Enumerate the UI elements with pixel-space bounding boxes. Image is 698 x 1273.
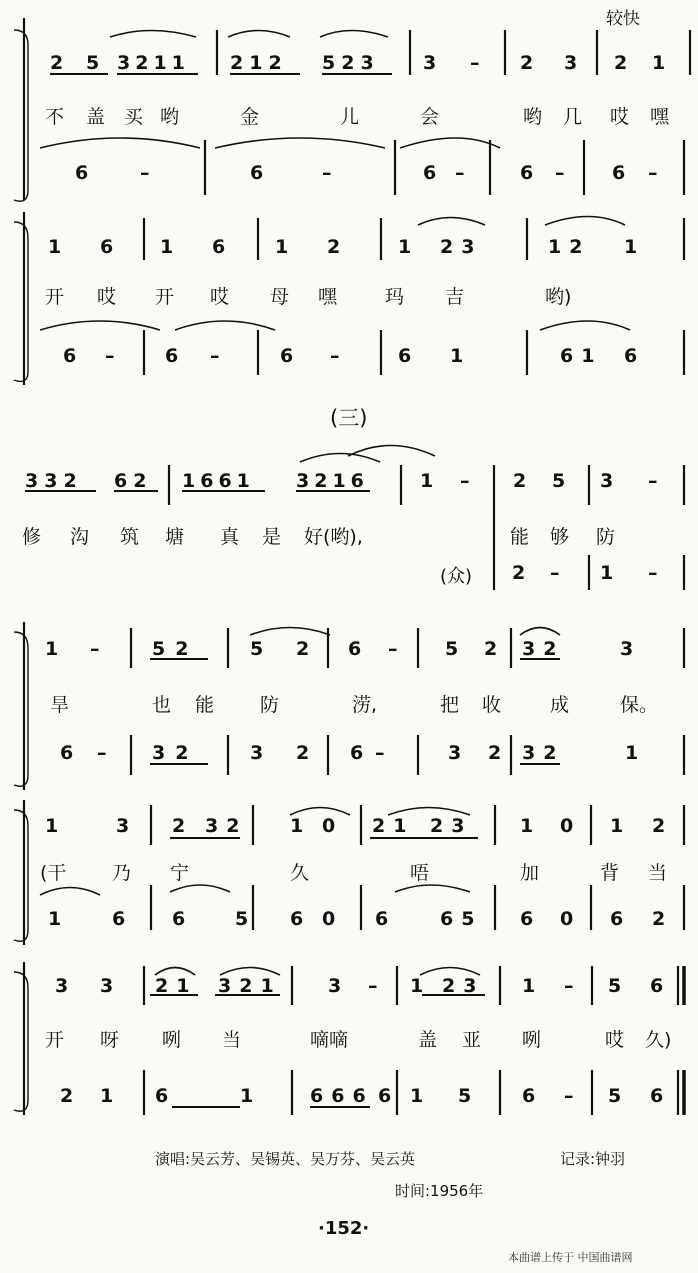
note: 1	[600, 562, 614, 584]
note: 2	[512, 562, 526, 584]
note: 1	[45, 815, 59, 837]
note-group: 32	[522, 638, 565, 660]
note: 6	[520, 162, 534, 184]
note-group: 23	[442, 975, 485, 997]
lyric: 能	[510, 526, 530, 548]
note: 6	[100, 236, 114, 258]
lyric: 儿	[340, 106, 360, 128]
note: 1	[624, 236, 638, 258]
dash: –	[550, 562, 560, 584]
note: 2	[296, 742, 310, 764]
lyric: 是	[262, 526, 282, 548]
dash: –	[368, 975, 378, 997]
note: 1	[48, 236, 62, 258]
lyric: 哟)	[545, 286, 572, 308]
note: 5	[250, 638, 264, 660]
dash: –	[140, 162, 150, 184]
note: 6	[155, 1085, 169, 1107]
note-group: 32	[205, 815, 248, 837]
lyric: 能	[195, 694, 215, 716]
note: 6	[348, 638, 362, 660]
singers-credit: 演唱:吴云芳、吴锡英、吴万芬、吴云英	[155, 1150, 416, 1168]
note: 6	[375, 908, 389, 930]
note: 6	[212, 236, 226, 258]
dash: –	[90, 638, 100, 660]
lyric: 不	[45, 106, 65, 128]
lyric: 哟	[523, 106, 543, 128]
note: 6	[378, 1085, 392, 1107]
note-group: 321	[218, 975, 282, 997]
note: 2	[296, 638, 310, 660]
note-group: 12	[548, 236, 591, 258]
note: 2	[488, 742, 502, 764]
tempo-marking: 较快	[606, 9, 640, 29]
lyric: 沟	[70, 526, 90, 548]
note: 1	[398, 236, 412, 258]
recorder-credit: 记录:钟羽	[560, 1150, 626, 1168]
lyric: 真	[220, 526, 240, 548]
note: 2	[652, 908, 666, 930]
note: 6	[610, 908, 624, 930]
lyric: 背	[600, 862, 620, 884]
lyric: 买	[124, 106, 144, 128]
note: 6	[63, 345, 77, 367]
lyric: 涝,	[352, 694, 378, 716]
note: 1	[240, 1085, 254, 1107]
lyric: 母	[270, 286, 290, 308]
note-group: 32	[152, 742, 199, 764]
note-group: 61	[560, 345, 603, 367]
note: 1	[275, 236, 289, 258]
note: 2	[484, 638, 498, 660]
lyric: 久)	[645, 1029, 672, 1051]
note: 3	[564, 52, 578, 74]
lyric: 嘿	[318, 286, 338, 308]
lyric: 玛	[385, 286, 405, 308]
note: 6	[624, 345, 638, 367]
note: 1	[410, 975, 424, 997]
note: 3	[100, 975, 114, 997]
note: 3	[55, 975, 69, 997]
note-group: 23	[440, 236, 483, 258]
note: 6	[398, 345, 412, 367]
note: 6	[520, 908, 534, 930]
note: 5	[552, 470, 566, 492]
note: 5	[458, 1085, 472, 1107]
lyric: 盖	[418, 1029, 438, 1051]
note: 6	[60, 742, 74, 764]
note-group: 212	[230, 52, 288, 74]
note: 2	[652, 815, 666, 837]
lyric: 防	[260, 694, 280, 716]
lyric: 防	[596, 526, 616, 548]
lyric: (干	[40, 862, 67, 884]
note: 2	[513, 470, 527, 492]
note: 1	[520, 815, 534, 837]
note: 2	[172, 815, 186, 837]
dash: –	[105, 345, 115, 367]
lyric: 成	[550, 694, 570, 716]
lyric: 久	[290, 862, 310, 884]
note: 1	[420, 470, 434, 492]
note: 2	[614, 52, 628, 74]
note: 0	[560, 815, 574, 837]
note: 3	[250, 742, 264, 764]
dash: –	[322, 162, 332, 184]
dash: –	[388, 638, 398, 660]
note: 6	[350, 742, 364, 764]
note-group: 332	[25, 470, 83, 492]
note: 1	[522, 975, 536, 997]
lyric: 嘀嘀	[310, 1029, 349, 1051]
note: 5	[608, 1085, 622, 1107]
lyric: 当	[222, 1029, 242, 1051]
lyric: 盖	[86, 106, 106, 128]
note-group: 523	[322, 52, 380, 74]
lyric: 咧	[162, 1029, 182, 1051]
lyric: 收	[482, 694, 502, 716]
note: 6	[280, 345, 294, 367]
lyric: 也	[152, 694, 172, 716]
dash: –	[470, 52, 480, 74]
lyric: 吉	[445, 286, 465, 308]
note: 1	[410, 1085, 424, 1107]
note: 3	[328, 975, 342, 997]
note: 6	[650, 975, 664, 997]
lyric: 旱	[50, 694, 70, 716]
note-group: 3211	[117, 52, 190, 74]
note: 3	[423, 52, 437, 74]
note: 6	[612, 162, 626, 184]
dash: –	[330, 345, 340, 367]
note: 5	[445, 638, 459, 660]
note: 2	[50, 52, 64, 74]
lyric: 开	[45, 1029, 65, 1051]
dash: –	[555, 162, 565, 184]
note: 6	[112, 908, 126, 930]
note-group: 21	[372, 815, 415, 837]
note: 2	[327, 236, 341, 258]
note: 5	[86, 52, 100, 74]
note-group: 62	[114, 470, 153, 492]
lyric: 加	[520, 862, 540, 884]
note: 5	[235, 908, 249, 930]
dash: –	[455, 162, 465, 184]
lyric: 够	[550, 526, 570, 548]
note: 1	[290, 815, 304, 837]
note: 1	[160, 236, 174, 258]
dash: –	[564, 975, 574, 997]
lyric: 哎	[605, 1029, 625, 1051]
note: 3	[448, 742, 462, 764]
note: 1	[610, 815, 624, 837]
dash: –	[648, 470, 658, 492]
note: 3	[116, 815, 130, 837]
dash: –	[210, 345, 220, 367]
note: 0	[560, 908, 574, 930]
lyric: 修	[22, 526, 42, 548]
lyric: 把	[440, 694, 460, 716]
note-group: 32	[522, 742, 565, 764]
note: 1	[100, 1085, 114, 1107]
lyric: 嘿	[650, 106, 670, 128]
note: 0	[322, 815, 336, 837]
lyric: 亚	[462, 1029, 482, 1051]
dash: –	[97, 742, 107, 764]
dash: –	[648, 162, 658, 184]
lyric: 会	[420, 106, 440, 128]
note: 6	[75, 162, 89, 184]
note-group: 52	[152, 638, 199, 660]
chorus-label: (众)	[440, 566, 473, 587]
lyric: 咧	[522, 1029, 542, 1051]
dash: –	[375, 742, 385, 764]
date-credit: 时间:1956年	[395, 1182, 484, 1200]
lyric: 保。	[620, 694, 659, 716]
lyric: 几	[563, 106, 583, 128]
note: 6	[290, 908, 304, 930]
note-group: 65	[440, 908, 483, 930]
note-group: 1661	[182, 470, 255, 492]
note: 6	[423, 162, 437, 184]
lyric: 当	[648, 862, 668, 884]
lyric: 唔	[410, 862, 430, 884]
lyric: 好(哟),	[304, 526, 363, 548]
note-group: 21	[155, 975, 198, 997]
lyric: 哎	[210, 286, 230, 308]
section-label: (三)	[330, 406, 368, 430]
lyric: 哟	[160, 106, 180, 128]
lyric: 塘	[165, 526, 185, 548]
note-group: 23	[430, 815, 473, 837]
note: 2	[60, 1085, 74, 1107]
note: 6	[650, 1085, 664, 1107]
note: 6	[522, 1085, 536, 1107]
note: 1	[45, 638, 59, 660]
note-group: 666	[310, 1085, 374, 1107]
note: 5	[608, 975, 622, 997]
lyric: 乃	[112, 862, 132, 884]
note-group: 3216	[296, 470, 369, 492]
note: 1	[652, 52, 666, 74]
note: 1	[48, 908, 62, 930]
lyric: 呀	[100, 1029, 120, 1051]
lyric: 宁	[170, 862, 190, 884]
dash: –	[564, 1085, 574, 1107]
note: 6	[250, 162, 264, 184]
note: 3	[600, 470, 614, 492]
lyric: 哎	[97, 286, 117, 308]
note: 0	[322, 908, 336, 930]
note: 2	[520, 52, 534, 74]
note: 6	[172, 908, 186, 930]
dash: –	[648, 562, 658, 584]
note: 1	[625, 742, 639, 764]
lyric: 金	[240, 106, 260, 128]
note: 1	[450, 345, 464, 367]
lyric: 开	[155, 286, 175, 308]
note: 6	[165, 345, 179, 367]
dash: –	[460, 470, 470, 492]
lyric: 哎	[610, 106, 630, 128]
page-number: ·152·	[318, 1218, 370, 1239]
note: 3	[620, 638, 634, 660]
lyric: 筑	[120, 526, 140, 548]
lyric: 开	[45, 286, 65, 308]
watermark: 本曲谱上传于 中国曲谱网	[508, 1251, 633, 1264]
